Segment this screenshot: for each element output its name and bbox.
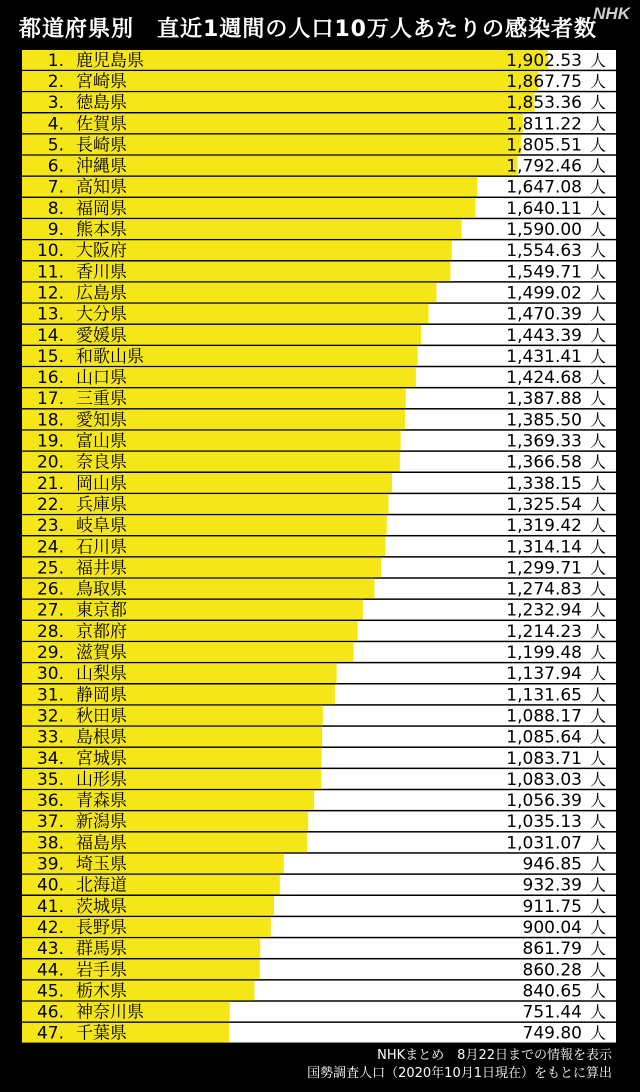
value-label: 900.04 (522, 917, 582, 938)
unit-label: 人 (590, 431, 607, 451)
category-label: 高知県 (76, 177, 127, 198)
category-label: 宮崎県 (76, 71, 127, 92)
unit-label: 人 (590, 304, 607, 324)
category-label: 愛媛県 (76, 325, 127, 346)
bar (22, 727, 322, 747)
value-label: 1,431.41 (506, 346, 582, 367)
unit-label: 人 (590, 960, 607, 980)
value-label: 1,214.23 (506, 621, 582, 642)
category-label: 埼玉県 (76, 854, 127, 875)
unit-label: 人 (590, 410, 607, 430)
category-label: 岩手県 (76, 960, 127, 981)
value-label: 1,131.65 (506, 685, 582, 706)
unit-label: 人 (590, 600, 607, 620)
rank-label: 45. (36, 981, 64, 1002)
value-label: 749.80 (522, 1023, 582, 1044)
category-label: 福島県 (76, 833, 127, 854)
value-label: 1,387.88 (506, 389, 582, 410)
category-label: 長崎県 (76, 135, 127, 156)
value-label: 1,640.11 (506, 198, 582, 219)
unit-label: 人 (590, 177, 607, 197)
rank-label: 20. (36, 452, 64, 473)
unit-label: 人 (590, 325, 607, 345)
value-label: 1,554.63 (506, 241, 582, 262)
value-label: 932.39 (522, 875, 582, 896)
category-label: 山形県 (76, 769, 127, 790)
unit-label: 人 (590, 135, 607, 155)
category-label: 沖縄県 (76, 156, 127, 177)
value-label: 840.65 (522, 981, 582, 1002)
category-label: 滋賀県 (76, 643, 127, 664)
category-label: 新潟県 (76, 812, 127, 833)
category-label: 佐賀県 (76, 114, 127, 135)
value-label: 1,314.14 (506, 537, 582, 558)
rank-label: 15. (36, 346, 64, 367)
bar (22, 769, 321, 789)
category-label: 神奈川県 (76, 1002, 144, 1023)
rank-label: 34. (36, 748, 64, 769)
rank-label: 7. (47, 177, 64, 198)
value-label: 1,083.03 (506, 769, 582, 790)
unit-label: 人 (590, 706, 607, 726)
category-label: 兵庫県 (76, 494, 127, 515)
unit-label: 人 (590, 516, 607, 536)
rank-label: 27. (36, 600, 64, 621)
value-label: 946.85 (522, 854, 582, 875)
category-label: 東京都 (76, 600, 127, 621)
unit-label: 人 (590, 198, 607, 218)
unit-label: 人 (590, 748, 607, 768)
rank-label: 25. (36, 558, 64, 579)
rank-label: 30. (36, 664, 64, 685)
unit-label: 人 (590, 854, 607, 874)
unit-label: 人 (590, 769, 607, 789)
category-label: 福岡県 (76, 198, 127, 219)
rank-label: 33. (36, 727, 64, 748)
rank-label: 2. (47, 71, 64, 92)
rank-label: 35. (36, 769, 64, 790)
bar (22, 642, 354, 662)
value-label: 1,792.46 (506, 156, 582, 177)
value-label: 1,549.71 (506, 262, 582, 283)
category-label: 栃木県 (76, 981, 127, 1002)
category-label: 島根県 (76, 727, 127, 748)
value-label: 1,137.94 (506, 664, 582, 685)
rank-label: 11. (36, 262, 64, 283)
unit-label: 人 (590, 939, 607, 959)
unit-label: 人 (590, 537, 607, 557)
category-label: 石川県 (76, 537, 127, 558)
rank-label: 18. (36, 410, 64, 431)
value-label: 1,299.71 (506, 558, 582, 579)
category-label: 徳島県 (76, 93, 127, 114)
nhk-logo: NHK (593, 4, 630, 23)
bar (22, 621, 358, 641)
category-label: 鹿児島県 (76, 50, 144, 71)
unit-label: 人 (590, 452, 607, 472)
unit-label: 人 (590, 812, 607, 832)
unit-label: 人 (590, 346, 607, 366)
rank-label: 17. (36, 389, 64, 410)
rank-label: 23. (36, 516, 64, 537)
value-label: 911.75 (522, 896, 582, 917)
category-label: 山口県 (76, 368, 127, 389)
rank-label: 21. (36, 473, 64, 494)
category-label: 愛知県 (76, 410, 127, 431)
category-label: 長野県 (76, 917, 127, 938)
value-label: 1,902.53 (506, 50, 582, 71)
unit-label: 人 (590, 833, 607, 853)
rank-label: 10. (36, 241, 64, 262)
value-label: 861.79 (522, 939, 582, 960)
unit-label: 人 (590, 283, 607, 303)
bar (22, 663, 337, 683)
rank-label: 43. (36, 939, 64, 960)
value-label: 1,805.51 (506, 135, 582, 156)
rank-label: 28. (36, 621, 64, 642)
unit-label: 人 (590, 1023, 607, 1043)
rank-label: 13. (36, 304, 64, 325)
rank-label: 4. (47, 114, 64, 135)
value-label: 1,647.08 (506, 177, 582, 198)
rank-label: 9. (47, 220, 64, 241)
rank-label: 36. (36, 791, 64, 812)
rank-label: 3. (47, 93, 64, 114)
value-label: 1,199.48 (506, 643, 582, 664)
unit-label: 人 (590, 241, 607, 261)
rank-label: 26. (36, 579, 64, 600)
unit-label: 人 (590, 389, 607, 409)
unit-label: 人 (590, 156, 607, 176)
category-label: 茨城県 (76, 896, 127, 917)
category-label: 群馬県 (76, 939, 127, 960)
rank-label: 16. (36, 368, 64, 389)
value-label: 1,470.39 (506, 304, 582, 325)
value-label: 1,443.39 (506, 325, 582, 346)
value-label: 1,811.22 (506, 114, 582, 135)
unit-label: 人 (590, 685, 607, 705)
rank-label: 38. (36, 833, 64, 854)
rank-label: 46. (36, 1002, 64, 1023)
rank-label: 5. (47, 135, 64, 156)
value-label: 1,232.94 (506, 600, 582, 621)
value-label: 1,424.68 (506, 368, 582, 389)
unit-label: 人 (590, 494, 607, 514)
rank-label: 19. (36, 431, 64, 452)
unit-label: 人 (590, 643, 607, 663)
category-label: 熊本県 (76, 220, 127, 241)
category-label: 秋田県 (76, 706, 127, 727)
rank-label: 12. (36, 283, 64, 304)
bar (22, 790, 314, 810)
unit-label: 人 (590, 917, 607, 937)
rank-label: 40. (36, 875, 64, 896)
value-label: 1,385.50 (506, 410, 582, 431)
category-label: 岡山県 (76, 473, 127, 494)
value-label: 1,366.58 (506, 452, 582, 473)
value-label: 1,319.42 (506, 516, 582, 537)
rank-label: 6. (47, 156, 64, 177)
rank-label: 42. (36, 917, 64, 938)
category-label: 千葉県 (76, 1023, 127, 1044)
category-label: 三重県 (76, 389, 127, 410)
unit-label: 人 (590, 473, 607, 493)
bar (22, 706, 323, 726)
rank-label: 24. (36, 537, 64, 558)
value-label: 1,499.02 (506, 283, 582, 304)
unit-label: 人 (590, 1002, 607, 1022)
bar (22, 748, 322, 768)
rank-label: 22. (36, 494, 64, 515)
rank-label: 47. (36, 1023, 64, 1044)
category-label: 香川県 (76, 262, 127, 283)
rank-label: 14. (36, 325, 64, 346)
value-label: 1,338.15 (506, 473, 582, 494)
category-label: 大分県 (76, 304, 127, 325)
value-label: 1,088.17 (506, 706, 582, 727)
value-label: 1,590.00 (506, 220, 582, 241)
category-label: 宮城県 (76, 748, 127, 769)
category-label: 和歌山県 (76, 346, 144, 367)
unit-label: 人 (590, 93, 607, 113)
value-label: 1,085.64 (506, 727, 582, 748)
rank-label: 8. (47, 198, 64, 219)
category-label: 富山県 (76, 431, 127, 452)
value-label: 1,031.07 (506, 833, 582, 854)
value-label: 1,083.71 (506, 748, 582, 769)
rank-label: 32. (36, 706, 64, 727)
bar (22, 811, 308, 831)
bar (22, 600, 363, 620)
rank-label: 37. (36, 812, 64, 833)
unit-label: 人 (590, 114, 607, 134)
category-label: 広島県 (76, 283, 127, 304)
category-label: 京都府 (76, 621, 127, 642)
value-label: 1,369.33 (506, 431, 582, 452)
unit-label: 人 (590, 875, 607, 895)
unit-label: 人 (590, 220, 607, 240)
category-label: 北海道 (76, 875, 127, 896)
bar (22, 685, 335, 705)
unit-label: 人 (590, 896, 607, 916)
value-label: 1,274.83 (506, 579, 582, 600)
unit-label: 人 (590, 981, 607, 1001)
rank-label: 39. (36, 854, 64, 875)
rank-label: 41. (36, 896, 64, 917)
category-label: 青森県 (76, 791, 127, 812)
rank-label: 29. (36, 643, 64, 664)
unit-label: 人 (590, 664, 607, 684)
unit-label: 人 (590, 368, 607, 388)
rank-label: 31. (36, 685, 64, 706)
value-label: 860.28 (522, 960, 582, 981)
bar (22, 833, 307, 853)
unit-label: 人 (590, 621, 607, 641)
value-label: 1,853.36 (506, 93, 582, 114)
unit-label: 人 (590, 71, 607, 91)
rank-label: 1. (47, 50, 64, 71)
unit-label: 人 (590, 50, 607, 70)
method-note: 国勢調査人口（2020年10月1日現在）をもとに算出 (307, 1066, 612, 1081)
value-label: 1,035.13 (506, 812, 582, 833)
value-label: 1,325.54 (506, 494, 582, 515)
category-label: 大阪府 (76, 241, 127, 262)
bar (22, 579, 374, 599)
source-note: NHKまとめ 8月22日までの情報を表示 (377, 1048, 612, 1063)
value-label: 1,056.39 (506, 791, 582, 812)
rank-label: 44. (36, 960, 64, 981)
unit-label: 人 (590, 791, 607, 811)
unit-label: 人 (590, 579, 607, 599)
category-label: 奈良県 (76, 452, 127, 473)
value-label: 751.44 (522, 1002, 582, 1023)
value-label: 1,867.75 (506, 71, 582, 92)
category-label: 岐阜県 (76, 516, 127, 537)
chart-title: 都道府県別 直近1週間の人口10万人あたりの感染者数 (19, 17, 597, 42)
category-label: 鳥取県 (76, 579, 127, 600)
category-label: 福井県 (76, 558, 127, 579)
unit-label: 人 (590, 727, 607, 747)
category-label: 山梨県 (76, 664, 127, 685)
unit-label: 人 (590, 558, 607, 578)
category-label: 静岡県 (76, 685, 127, 706)
unit-label: 人 (590, 262, 607, 282)
